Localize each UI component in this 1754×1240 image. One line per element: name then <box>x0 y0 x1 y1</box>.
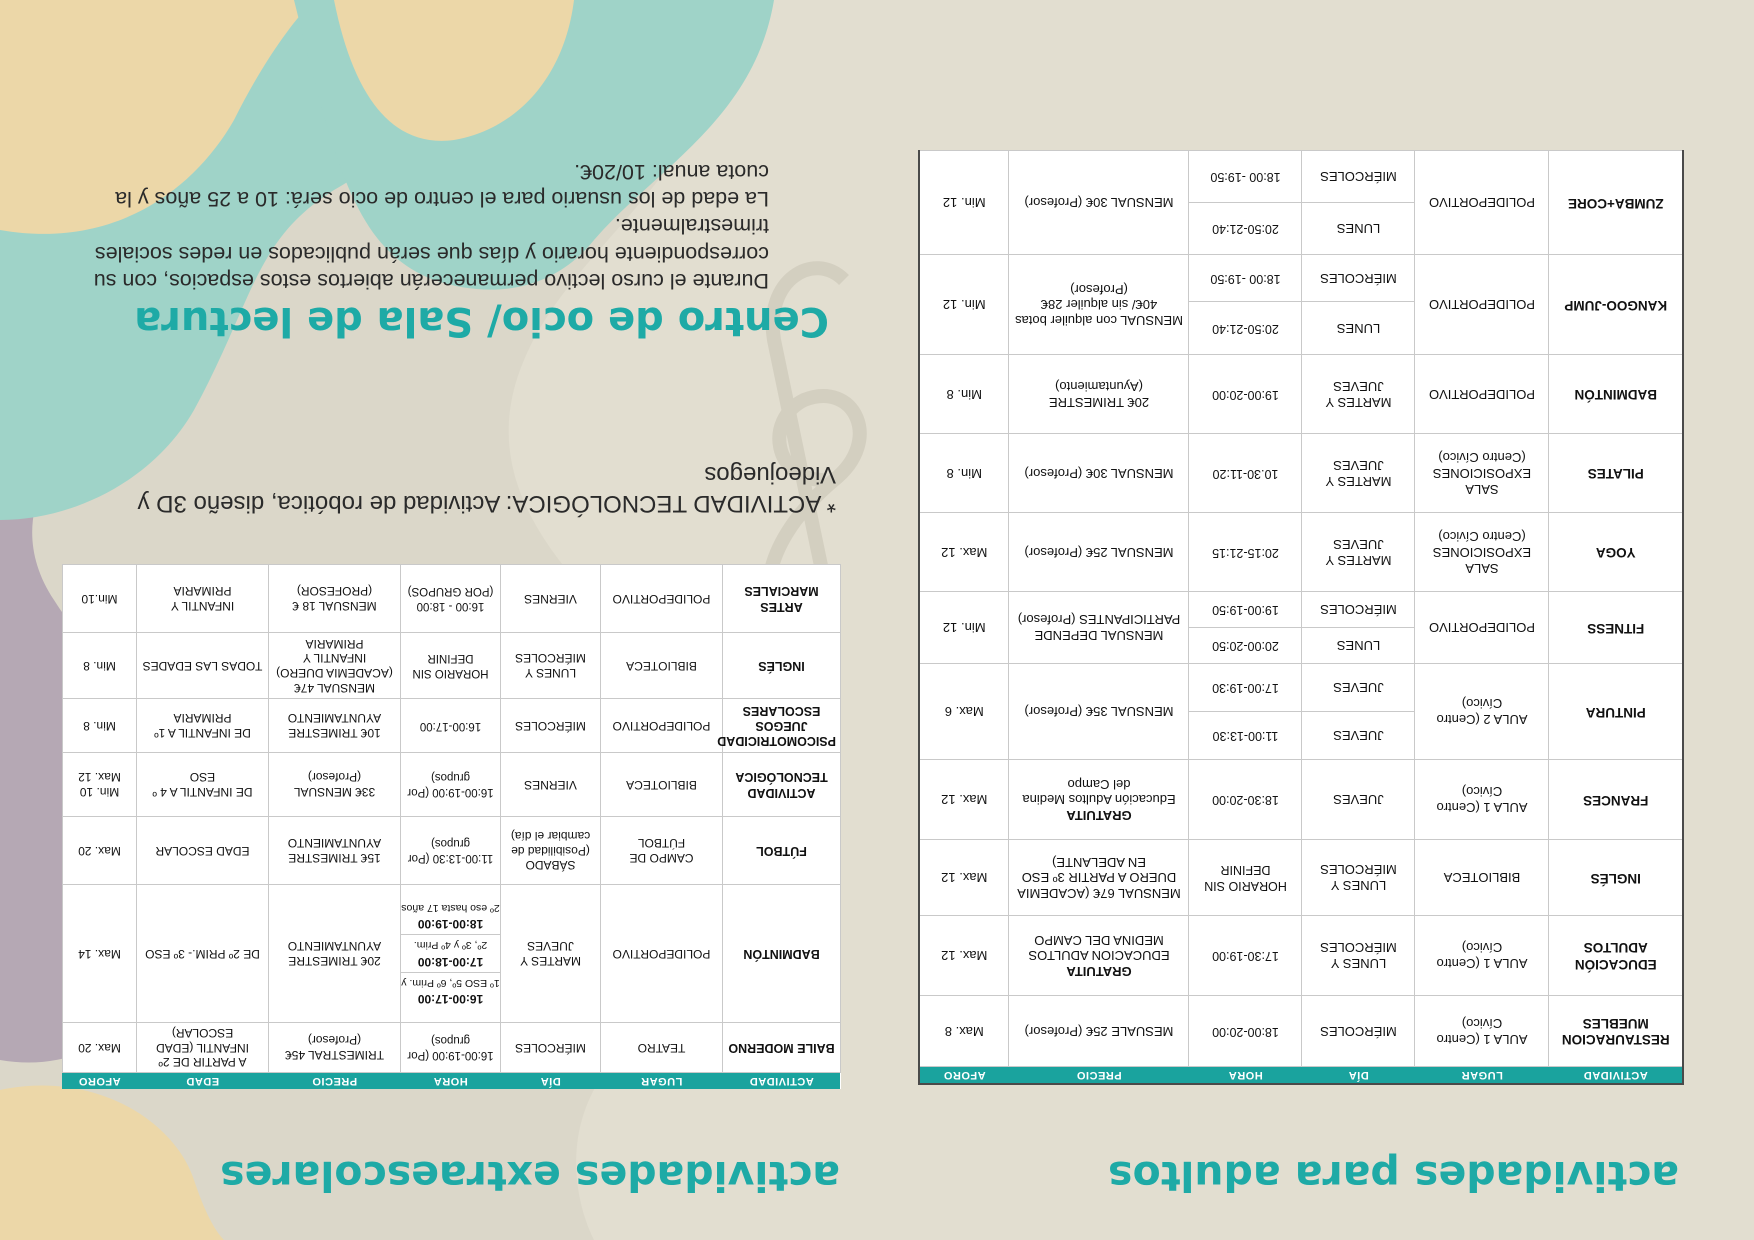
activity-cell: KANGOO-JUMP <box>1549 255 1683 355</box>
age-cell: EDAD ESCOLAR <box>137 817 269 885</box>
price-cell: MENSUAL con alquiler botas 40€/ sin alquiler 28€ (Profesor) <box>1009 255 1189 355</box>
table-row <box>919 760 1683 840</box>
capacity-cell: Min.10 <box>63 565 137 633</box>
price-cell: 20€ TRIMESTRE (Ayuntamiento) <box>1009 355 1189 434</box>
place-cell: CAMPO DE FÚTBOL <box>601 817 723 885</box>
price-cell: MESUALE 25€ (Profesor) <box>1009 996 1189 1067</box>
hour-cell: HORARIO SIN DEFINIR <box>1189 840 1302 916</box>
price-cell <box>1009 916 1189 996</box>
place-cell: POLIDEPORTIVO <box>601 885 723 1023</box>
hour-cell: 17:00-19:30 <box>1189 664 1302 712</box>
extracurricular-section-title: actividades extraescolares <box>220 1152 840 1200</box>
activity-cell: ZUMBA+CORE <box>1549 151 1683 255</box>
capacity-cell: Min. 12 <box>919 151 1009 255</box>
adults-section-title: actividades para adultos <box>1108 1152 1679 1200</box>
hour-cell: 19:00-19:50 <box>1189 592 1302 628</box>
day-cell: LUNES Y MIÉRCOLES <box>1302 840 1415 916</box>
day-cell: MIÉRCOLES <box>1302 255 1415 302</box>
hour-cell: 18:30-20:00 <box>1189 760 1302 840</box>
price-detail: Educación Adultos Medina del Campo <box>1022 776 1176 808</box>
column-header-hour: HORA <box>1189 1067 1302 1085</box>
table-row <box>919 434 1683 513</box>
price-cell: MENSUAL 25€ (Profesor) <box>1009 513 1189 592</box>
hour-cell: 16:00-19:00 (Por grupos) <box>401 753 501 817</box>
hour-cell: 16:00-17:00 <box>401 699 501 753</box>
price-cell: TRIMESTRAL 45€ (Profesor) <box>269 1023 401 1073</box>
day-cell: LUNES <box>1302 628 1415 664</box>
hour-cell: 11:00-13:30 <box>1189 712 1302 760</box>
place-cell: BIBLIOTECA <box>601 633 723 699</box>
place-cell: POLIDEPORTIVO <box>601 565 723 633</box>
age-cell: TODAS LAS EDADES <box>137 633 269 699</box>
place-cell: POLIDEPORTIVO <box>1415 592 1549 664</box>
hour-cell: 20:15-21:15 <box>1189 513 1302 592</box>
place-cell: AULA 1 (Centro Cívico) <box>1415 996 1549 1067</box>
activity-cell: INGLÉS <box>1549 840 1683 916</box>
age-cell: DE INFANTIL A 4 º ESO <box>137 753 269 817</box>
hour-cell: 16:00 - 18:00 (POR GRUPOS) <box>401 565 501 633</box>
place-cell: AULA 1 (Centro Cívico) <box>1415 916 1549 996</box>
price-cell: MENSUAL DEPENDE PARTICIPANTES (Profesor) <box>1009 592 1189 664</box>
column-header-activity: ACTIVIDAD <box>1549 1067 1683 1085</box>
table-row <box>63 817 841 885</box>
column-header-activity: ACTIVIDAD <box>723 1073 841 1090</box>
capacity-cell: Min. 12 <box>919 592 1009 664</box>
day-cell: MIÉRCOLES <box>1302 996 1415 1067</box>
table-row <box>919 916 1683 996</box>
column-header-capacity: AFORO <box>919 1067 1009 1085</box>
day-cell: MIÉRCOLES <box>1302 151 1415 203</box>
column-header-age: EDAD <box>137 1073 269 1090</box>
day-cell: MARTES Y JUEVES <box>1302 434 1415 513</box>
place-cell: TEATRO <box>601 1023 723 1073</box>
hour-slot-note: 1º ESO 5º, 6º Prim. y <box>401 972 500 989</box>
activity-cell: FITNESS <box>1549 592 1683 664</box>
capacity-cell: Min. 8 <box>63 699 137 753</box>
extra-header-row <box>63 1073 841 1090</box>
leisure-center-text: Durante el curso lectivo permanecerán abiertos estos espacios, con su correspondiente horario y días que serán publicados en redes sociales trimestralmente. La edad de los usuario para el centro de ocio será: 10 a 25 años y la cuota anual: 10/20€. <box>93 159 769 293</box>
capacity-cell: Max. 12 <box>919 760 1009 840</box>
place-cell: AULA 2 (Centro Cívico) <box>1415 664 1549 760</box>
activity-cell: INGLÉS <box>723 633 841 699</box>
day-cell: MIÉRCOLES <box>1302 592 1415 628</box>
hour-cell: 18:00 -19:50 <box>1189 151 1302 203</box>
activity-cell: FRANCES <box>1549 760 1683 840</box>
price-label: GRATUITA <box>1066 808 1132 824</box>
place-cell: BIBLIOTECA <box>1415 840 1549 916</box>
price-cell: MENSUAL 35€ (Profesor) <box>1009 664 1189 760</box>
table-row <box>919 203 1683 255</box>
hour-cell: 16:00-19:00 (Por grupos) <box>401 1023 501 1073</box>
day-cell: MARTES Y JUEVES <box>501 885 601 1023</box>
capacity-cell: Max. 8 <box>919 996 1009 1067</box>
table-row <box>63 565 841 633</box>
column-header-price: PRECIO <box>269 1073 401 1090</box>
capacity-cell: Max. 12 <box>919 840 1009 916</box>
capacity-cell: Max. 14 <box>63 885 137 1023</box>
hour-cell: 18:00-20:00 <box>1189 996 1302 1067</box>
leisure-center-title: Centro de ocio/ Sala de lectura <box>134 298 829 344</box>
column-header-capacity: AFORO <box>63 1073 137 1090</box>
hour-cell: 17:30-19:00 <box>1189 916 1302 996</box>
hour-cell <box>401 885 501 1023</box>
capacity-cell: Min. 8 <box>63 633 137 699</box>
activity-cell: ACTIVIDAD TECNOLÓGICA <box>723 753 841 817</box>
capacity-cell: Min. 12 <box>919 255 1009 355</box>
table-row <box>919 355 1683 434</box>
adults-schedule-table <box>918 150 1684 1085</box>
activity-cell: FÚTBOL <box>723 817 841 885</box>
activity-cell: BAILE MODERNO <box>723 1023 841 1073</box>
day-cell: SÁBADO (Posibilidad de cambiar el día) <box>501 817 601 885</box>
day-cell: JUEVES <box>1302 712 1415 760</box>
adults-header-row <box>919 1067 1683 1085</box>
price-label: GRATUITA <box>1066 964 1132 980</box>
place-cell: BIBLIOTECA <box>601 753 723 817</box>
table-row <box>919 840 1683 916</box>
capacity-cell: Min. 8 <box>919 434 1009 513</box>
hour-slot-note: 2º eso hasta 17 años <box>401 901 500 914</box>
day-cell: LUNES <box>1302 302 1415 355</box>
price-cell: 10€ TRIMESTRE AYUNTAMIENTO <box>269 699 401 753</box>
table-row <box>63 1023 841 1073</box>
hour-slot-note: 2º, 3º y 4º Prim. <box>401 934 500 951</box>
price-cell: 33€ MENSUAL (Profesor) <box>269 753 401 817</box>
price-cell: MENSUAL 47€ (ACADEMIA DUERO) INFANTIL Y PRIMARIA <box>269 633 401 699</box>
column-header-price: PRECIO <box>1009 1067 1189 1085</box>
table-row <box>919 302 1683 355</box>
day-cell: MARTES Y JUEVES <box>1302 355 1415 434</box>
capacity-cell: Max. 12 <box>919 513 1009 592</box>
day-cell: JUEVES <box>1302 760 1415 840</box>
column-header-place: LUGAR <box>601 1073 723 1090</box>
table-row <box>63 753 841 817</box>
capacity-cell: Max. 20 <box>63 817 137 885</box>
place-cell: POLIDEPORTIVO <box>1415 255 1549 355</box>
capacity-cell: Min. 8 <box>919 355 1009 434</box>
price-cell: 15€ TRIMESTRE AYUNTAMIENTO <box>269 817 401 885</box>
price-cell: MENSUAL 30€ (Profesor) <box>1009 151 1189 255</box>
capacity-cell: Min. 10 Max. 12 <box>63 753 137 817</box>
hour-cell: 20:50-21:40 <box>1189 302 1302 355</box>
age-cell: DE INFANTIL A 1º PRIMARIA <box>137 699 269 753</box>
column-header-day: DÍA <box>1302 1067 1415 1085</box>
place-cell: SALA EXPOSICIONES (Centro Cívico) <box>1415 513 1549 592</box>
day-cell: VIERNES <box>501 565 601 633</box>
hour-cell: 11:00-13:30 (Por grupos) <box>401 817 501 885</box>
day-cell: MARTES Y JUEVES <box>1302 513 1415 592</box>
age-cell: DE 2º PRIM.- 3º ESO <box>137 885 269 1023</box>
capacity-cell: Max. 20 <box>63 1023 137 1073</box>
activity-cell: PINTURA <box>1549 664 1683 760</box>
hour-slot: 16:00-17:00 <box>417 992 484 1007</box>
age-cell: INFANTIL Y PRIMARIA <box>137 565 269 633</box>
price-cell: MENSUAL 18 € (PROFESOR) <box>269 565 401 633</box>
place-cell: POLIDEPORTIVO <box>601 699 723 753</box>
capacity-cell: Max. 6 <box>919 664 1009 760</box>
activity-cell: ARTES MARCIALES <box>723 565 841 633</box>
hour-cell: 20:00-20:50 <box>1189 628 1302 664</box>
capacity-cell: Max. 12 <box>919 916 1009 996</box>
hour-slot: 17:00-18:00 <box>417 954 484 969</box>
activity-cell: BADMINTÓN <box>723 885 841 1023</box>
activity-cell: RESTAURACION MUEBLES <box>1549 996 1683 1067</box>
activity-cell: EDUCACIÓN ADULTOS <box>1549 916 1683 996</box>
extracurricular-schedule-table <box>62 564 841 1089</box>
tech-activity-note: * ACTIVIDAD TECNOLÓGICA: Actividad de robótica, diseño 3D y Videojuegos <box>137 461 836 517</box>
column-header-hour: HORA <box>401 1073 501 1090</box>
table-row <box>919 628 1683 664</box>
place-cell: AULA 1 (Centro Cívico) <box>1415 760 1549 840</box>
table-row <box>919 712 1683 760</box>
age-cell: A PARTIR DE 2º INFANTIL (EDAD ESCOLAR) <box>137 1023 269 1073</box>
day-cell: VIERNES <box>501 753 601 817</box>
column-header-day: DÍA <box>501 1073 601 1090</box>
day-cell: MIÉRCOLES <box>501 699 601 753</box>
activity-cell: PILATES <box>1549 434 1683 513</box>
place-cell: POLIDEPORTIVO <box>1415 151 1549 255</box>
hour-cell: HORARIO SIN DEFINIR <box>401 633 501 699</box>
hour-cell: 10.30-11:20 <box>1189 434 1302 513</box>
price-detail: EDUCACION ADULTOS MEDINA DEL CAMPO <box>1028 932 1170 964</box>
price-cell: MENSUAL 67€ (ACADEMIA DUERO A PARTIR 3º ESO EN ADELANTE) <box>1009 840 1189 916</box>
price-cell <box>1009 760 1189 840</box>
price-cell: 20€ TRIMESTRE AYUNTAMIENTO <box>269 885 401 1023</box>
place-cell: POLIDEPORTIVO <box>1415 355 1549 434</box>
hour-slot: 18:00-19:00 <box>417 917 484 932</box>
price-cell: MENSUAL 30€ (Profesor) <box>1009 434 1189 513</box>
table-row <box>63 633 841 699</box>
table-row <box>63 885 841 1023</box>
activity-cell: BADMINTÓN <box>1549 355 1683 434</box>
place-cell: SALA EXPOSICIONES (Centro Cívico) <box>1415 434 1549 513</box>
day-cell: LUNES Y MIÉRCOLES <box>501 633 601 699</box>
activity-cell: PSICOMOTRICIDAD JUEGOS ESCOLARES <box>723 699 841 753</box>
hour-cell: 19:00-20:00 <box>1189 355 1302 434</box>
table-row <box>919 996 1683 1067</box>
activity-cell: YOGA <box>1549 513 1683 592</box>
table-row <box>63 699 841 753</box>
hour-cell: 20:50-21:40 <box>1189 203 1302 255</box>
hour-cell: 18:00 -19:50 <box>1189 255 1302 302</box>
day-cell: MIÉRCOLES <box>501 1023 601 1073</box>
day-cell: LUNES Y MIÉRCOLES <box>1302 916 1415 996</box>
table-row <box>919 513 1683 592</box>
column-header-place: LUGAR <box>1415 1067 1549 1085</box>
day-cell: JUEVES <box>1302 664 1415 712</box>
day-cell: LUNES <box>1302 203 1415 255</box>
